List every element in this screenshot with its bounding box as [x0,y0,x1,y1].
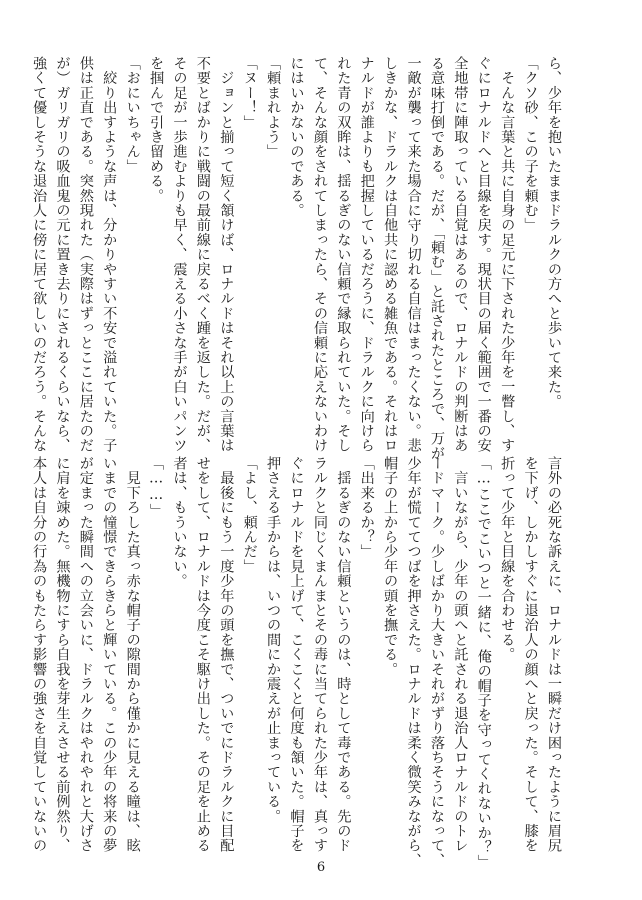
text-line: ラルクと同じくまんまとその毒に当てられた少年は、真っす [311,456,328,853]
text-line: 者は、もういない。 [171,456,188,589]
text-line: ードマーク。少しばかり大きいそれがずり落ちそうになって、 [428,456,445,868]
text-line: 押さえる手からは、いつの間にか震えが止まっている。 [265,456,282,824]
text-line: 強くて優しそうな退治人に傍に居て欲しいのだろう。そんな [31,56,48,453]
text-line: れた青の双眸は、揺るぎのない信頼で縁取られていた。そし [335,56,352,453]
text-line: 折って少年と目線を合わせる。 [499,456,516,662]
text-line: 言いながら、少年の頭へと託される退治人ロナルドのトレ [452,456,469,853]
text-line: ぐにロナルドへと目線を戻す。現状目の届く範囲で一番の安 [475,56,492,453]
text-line: が定まった瞬間への立会いに、ドラルクはやれやれと大げさ [77,456,94,853]
text-line: 「……」 [148,456,165,519]
page-number: 6 [316,860,326,875]
text-line: 全地帯に陣取っている自覚はあるので、ロナルドの判断はあ [452,56,469,453]
text-line: その足が一歩進むよりも早く、震える小さな手が白いパンツ [171,56,188,453]
text-line: て、そんな顔をされてしまったら、その信頼に応えないわけ [311,56,328,453]
text-line: 「よし、頼んだ」 [241,456,258,574]
upper-text-block [31,56,565,461]
text-line: が）ガリガリの吸血鬼の元に置き去りにされるくらいなら、 [54,56,71,453]
text-line: 最後にもう一度少年の頭を撫で、ついでにドラルクに目配 [218,456,235,853]
text-line: 見下ろした真っ赤な帽子の隙間から僅かに見える瞳は、眩 [124,456,141,853]
text-line: 一敵が襲って来た場合に守り切れる自信はまったくない。悲 [405,56,422,453]
text-line: 「頼まれよう」 [265,56,282,159]
text-line: そんな言葉と共に自身の足元に下された少年を一瞥し、す [499,56,516,453]
text-line: 「出来るか？」 [358,456,375,559]
text-line: る意味打倒である。だが、「頼む」と託されたところで、万が [428,56,445,461]
lower-text-block [31,456,565,870]
text-line: 揺るぎのない信頼というのは、時として毒である。先のド [335,456,352,853]
text-line: ナルドが誰よりも把握しているだろうに、ドラルクに向けら [358,56,375,453]
text-line: 帽子の上から少年の頭を撫でる。 [382,456,399,677]
text-line: いまでの憧憬できらきらと輝いている。この少年の将来の夢 [101,456,118,853]
text-line: 「クソ砂、この子を頼む」 [522,56,539,233]
text-line: 言外の必死な訴えに、ロナルドは一瞬だけ困ったように眉尻 [546,456,562,853]
text-line: 「ヌー！」 [241,56,258,130]
text-line: ジョンと揃って短く頷けば、ロナルドはそれ以上の言葉は [218,56,235,453]
text-line: せをして、ロナルドは今度こそ駆け出した。その足を止める [194,456,211,853]
text-line: 供は正直である。突然現れた（実際はずっとここに居たのだ [77,56,94,453]
text-line: にはいかないのである。 [288,56,305,218]
text-line: ぐにロナルドを見上げて、こくこくと何度も頷いた。帽子を [288,456,305,853]
text-line: しきかな、ドラルクは自他共に認める雑魚である。それはロ [382,56,399,453]
text-line: 絞り出すような声は、分かりやすい不安で溢れていた。子 [101,56,118,453]
text-line: に肩を竦めた。無機物にすら自我を芽生えさせる前例然り、 [54,456,71,853]
text-line: 少年が慌ててつばを押さえた。ロナルドは柔く微笑みながら、 [405,456,422,868]
text-line: ら、少年を抱いたままドラルクの方へと歩いて来た。 [546,56,562,409]
text-line: 不要とばかりに戦闘の最前線に戻るべく踵を返した。だが、 [194,56,211,453]
text-line: 「…ここでこいつと一緒に、俺の帽子を守ってくれないか？」 [475,456,492,870]
text-line: を掴んで引き留める。 [148,56,165,203]
text-line: 本人は自分の行為のもたらす影響の強さを自覚していないの [31,456,48,853]
text-line: を下げ、しかしすぐに退治人の顔へと戻った。そして、膝を [522,456,539,853]
text-line: 「おにいちゃん」 [124,56,141,174]
